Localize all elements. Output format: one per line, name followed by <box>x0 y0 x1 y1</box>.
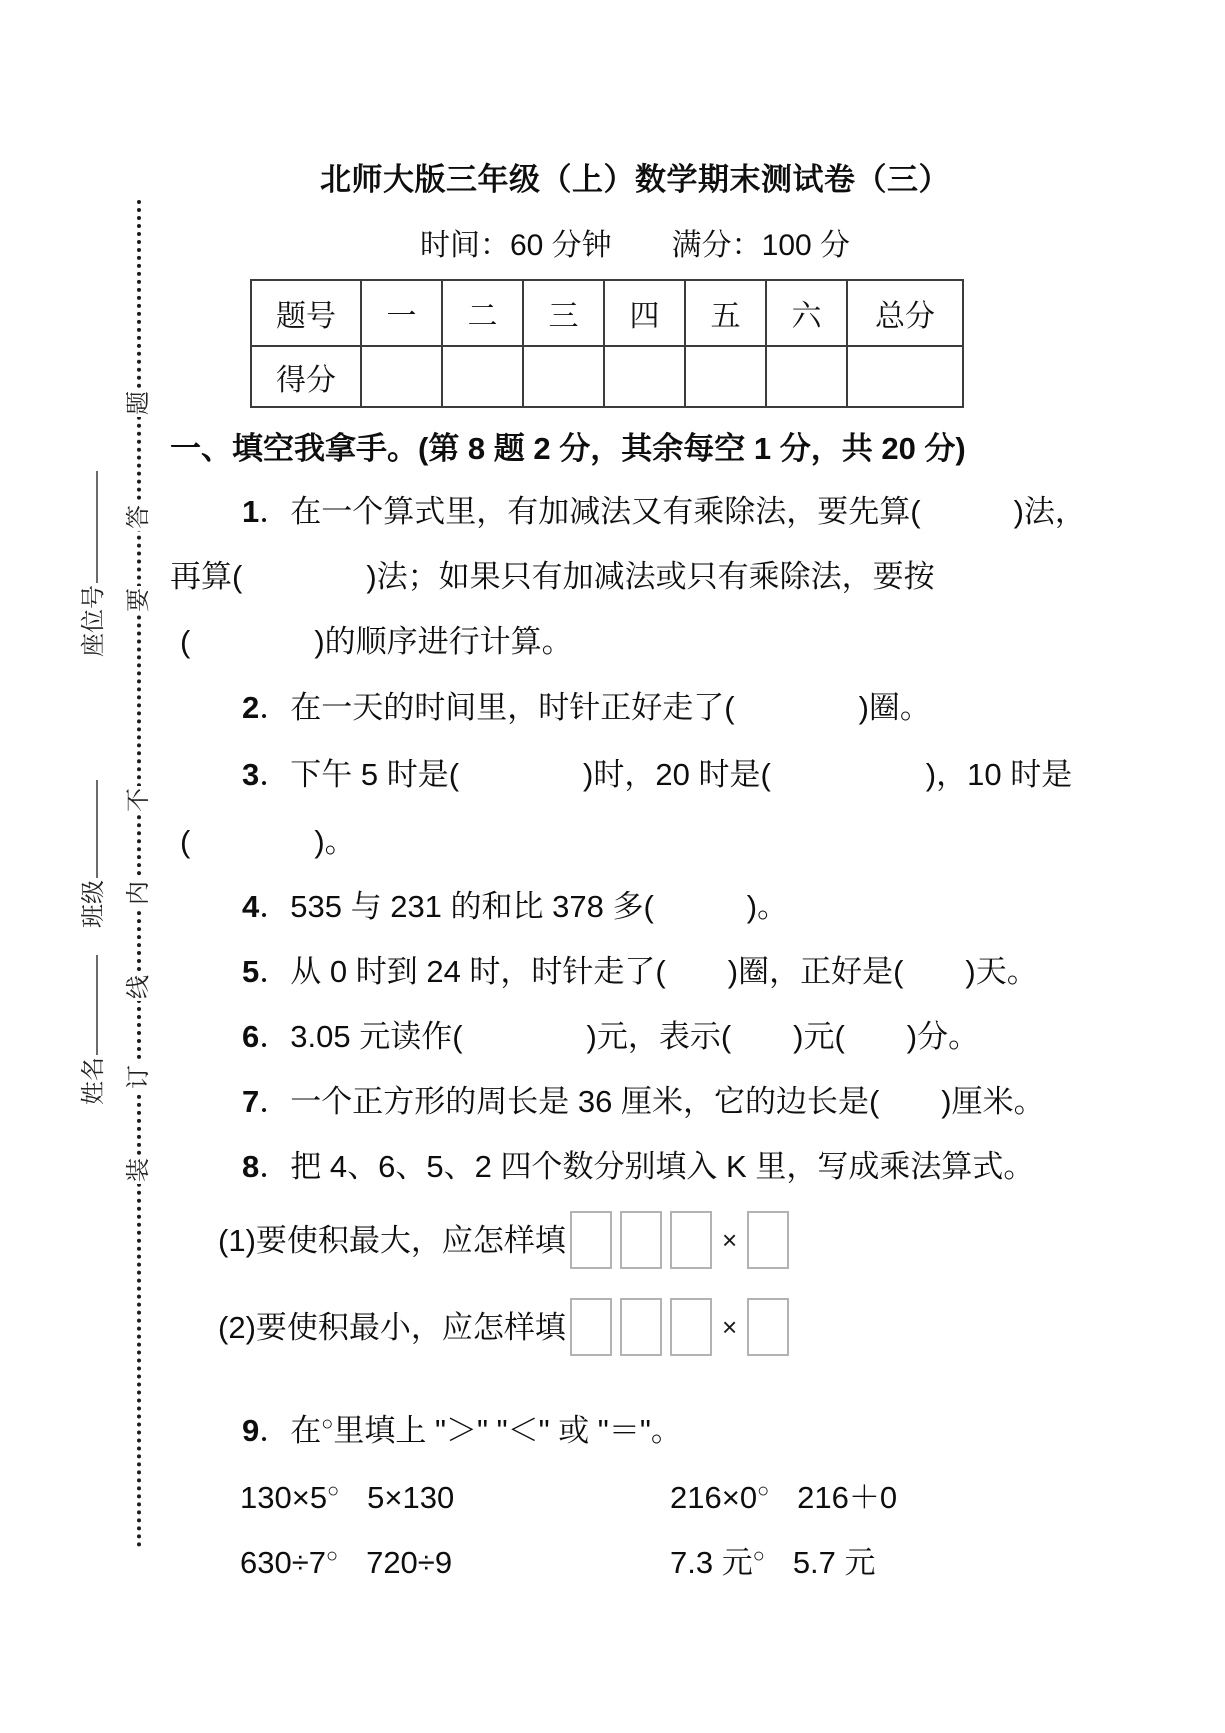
question-number: 7 <box>242 1084 260 1119</box>
compare-circle: ○ <box>321 1413 334 1435</box>
question-text: ．3.05 元读作( )元，表示( )元( )分。 <box>259 1019 980 1054</box>
question-8-sub-1-boxes <box>570 1211 789 1269</box>
expression-right: 720÷9 <box>366 1545 453 1580</box>
binding-char: 订 <box>125 1065 152 1089</box>
expression-right: 216＋0 <box>797 1480 898 1515</box>
question-number: 9 <box>242 1413 260 1448</box>
class-field <box>76 778 107 928</box>
score-table <box>250 279 964 408</box>
score-cell <box>685 346 766 407</box>
question-number: 8 <box>242 1149 260 1184</box>
question-text: ．在一天的时间里，时针正好走了( )圈。 <box>259 690 931 725</box>
exam-subtitle: 时间：60 分钟 满分：100 分 <box>419 229 851 262</box>
question-1-line-3: ( )的顺序进行计算。 <box>180 624 573 659</box>
binding-char: 题 <box>125 391 152 415</box>
exam-title: 北师大版三年级（上）数学期末测试卷（三） <box>320 162 950 197</box>
expression-left: 630÷7 <box>240 1545 326 1580</box>
binding-char: 答 <box>125 505 152 529</box>
question-6 <box>242 1017 979 1057</box>
score-table-header-cell: 四 <box>604 280 685 346</box>
question-text: ．把 4、6、5、2 四个数分别填入 K 里，写成乘法算式。 <box>259 1149 1035 1184</box>
name-blank-line <box>82 955 98 1055</box>
class-label: 班级 <box>79 880 107 928</box>
expression-left: 130×5 <box>240 1480 328 1515</box>
answer-blank-box <box>620 1211 662 1269</box>
binding-char: 装 <box>125 1158 152 1182</box>
score-cell <box>361 346 442 407</box>
name-label: 姓名 <box>79 1057 107 1105</box>
answer-blank-box <box>620 1298 662 1356</box>
answer-blank-box <box>747 1211 789 1269</box>
expression-left: 7.3 元 <box>670 1545 753 1580</box>
score-table-header-cell: 一 <box>361 280 442 346</box>
expression-right: 5×130 <box>367 1480 455 1515</box>
score-cell <box>766 346 847 407</box>
compare-pair <box>240 1536 452 1583</box>
compare-circle: ○ <box>325 1545 339 1567</box>
section-heading: 一、填空我拿手。(第 8 题 2 分，其余每空 1 分，共 20 分) <box>170 431 966 466</box>
question-4 <box>242 887 788 927</box>
question-8 <box>242 1147 1034 1187</box>
answer-blank-box <box>570 1298 612 1356</box>
question-1-line-2: 再算( )法；如果只有加减法或只有乘除法，要按 <box>170 559 935 594</box>
compare-pair <box>670 1471 897 1518</box>
score-cell <box>523 346 604 407</box>
binding-char: 要 <box>125 588 152 612</box>
question-number: 5 <box>242 954 260 989</box>
question-3-line-2: ( )。 <box>180 824 356 859</box>
question-number: 6 <box>242 1019 260 1054</box>
question-text: ．在一个算式里，有加减法又有乘除法，要先算( )法， <box>259 494 1086 529</box>
question-5 <box>242 952 1038 992</box>
score-table-header-cell: 三 <box>523 280 604 346</box>
score-cell <box>442 346 523 407</box>
question-8-sub-2-boxes <box>570 1298 789 1356</box>
score-table-header-cell: 总分 <box>847 280 963 346</box>
binding-char: 不 <box>125 788 152 812</box>
question-text: ．535 与 231 的和比 378 多( )。 <box>259 889 789 924</box>
question-text: ．一个正方形的周长是 36 厘米，它的边长是( )厘米。 <box>259 1084 1045 1119</box>
answer-blank-box <box>670 1298 712 1356</box>
score-cell <box>604 346 685 407</box>
binding-char: 内 <box>125 881 152 905</box>
question-text: ．下午 5 时是( )时，20 时是( )，10 时是 <box>259 757 1073 792</box>
seat-number-label: 座位号 <box>79 585 107 657</box>
compare-pair <box>240 1471 454 1518</box>
expression-right: 5.7 元 <box>792 1545 876 1580</box>
question-3-line-1 <box>242 755 1072 795</box>
question-text: ．在 <box>259 1413 322 1448</box>
question-2 <box>242 688 931 728</box>
question-number: 1 <box>242 494 260 529</box>
multiplication-sign: × <box>722 1224 738 1255</box>
expression-left: 216×0 <box>670 1480 758 1515</box>
question-text: 里填上 "＞" "＜" 或 "＝"。 <box>333 1413 682 1448</box>
answer-blank-box <box>747 1298 789 1356</box>
question-9 <box>242 1404 682 1451</box>
compare-pair <box>670 1536 876 1583</box>
answer-blank-box <box>670 1211 712 1269</box>
score-table-header-row <box>251 280 963 346</box>
name-field <box>76 955 107 1105</box>
compare-circle: ○ <box>752 1545 765 1567</box>
question-7 <box>242 1082 1045 1122</box>
question-8-sub-1-label: (1)要使积最大，应怎样填 <box>218 1223 566 1258</box>
compare-circle: ○ <box>757 1480 770 1502</box>
multiplication-sign: × <box>722 1311 738 1342</box>
compare-circle: ○ <box>327 1480 340 1502</box>
score-table-header-cell: 题号 <box>251 280 361 346</box>
score-row-label: 得分 <box>251 346 361 407</box>
score-table-header-cell: 六 <box>766 280 847 346</box>
question-number: 2 <box>242 690 260 725</box>
question-text: ．从 0 时到 24 时，时针走了( )圈，正好是( )天。 <box>259 954 1038 989</box>
score-table-header-cell: 五 <box>685 280 766 346</box>
answer-blank-box <box>570 1211 612 1269</box>
score-table-score-row <box>251 346 963 407</box>
question-number: 3 <box>242 757 260 792</box>
seat-number-field <box>76 467 107 657</box>
score-table-header-cell: 二 <box>442 280 523 346</box>
score-cell <box>847 346 963 407</box>
question-number: 4 <box>242 889 260 924</box>
question-8-sub-2-label: (2)要使积最小，应怎样填 <box>218 1310 566 1345</box>
seat-number-blank-line <box>82 471 98 583</box>
question-1-line-1 <box>242 492 1086 532</box>
class-blank-line <box>82 780 98 878</box>
binding-char: 线 <box>125 975 152 999</box>
